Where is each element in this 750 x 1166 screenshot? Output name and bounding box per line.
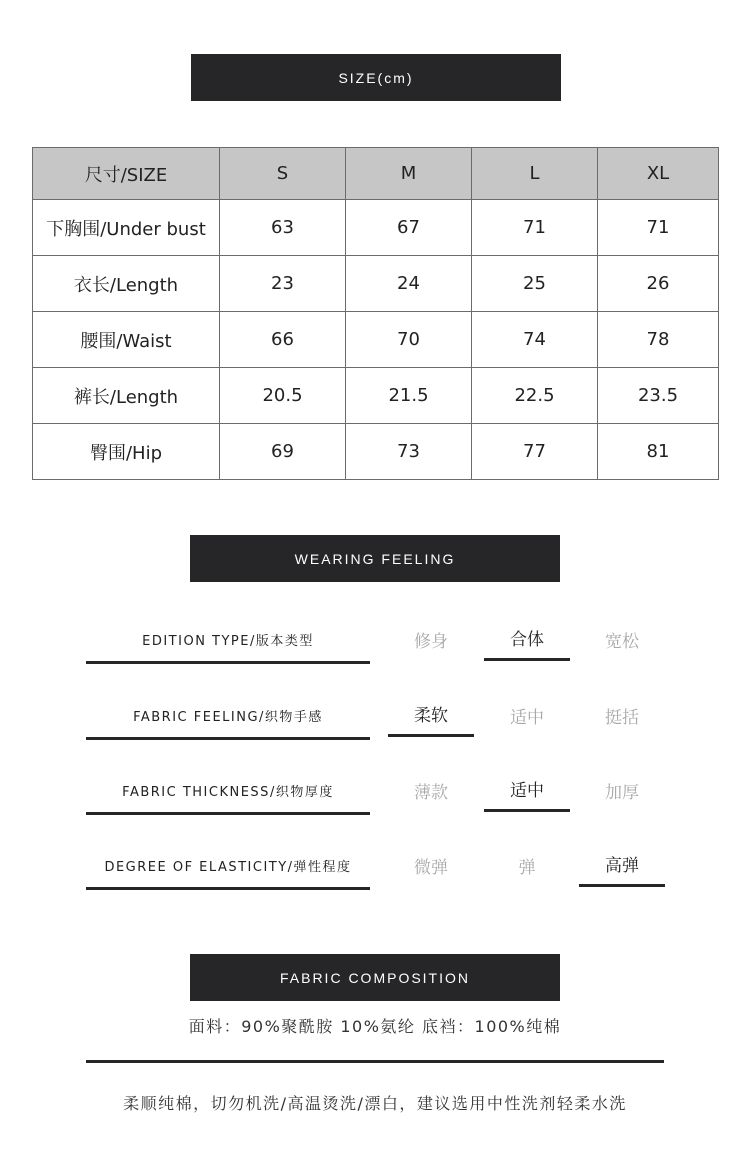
feeling-option-selected: 柔软 <box>388 693 474 737</box>
feeling-row-elasticity <box>0 843 750 903</box>
header-size-m: M <box>346 148 472 200</box>
feeling-option: 适中 <box>510 707 544 728</box>
table-cell: 23.5 <box>598 368 719 424</box>
table-cell: 81 <box>598 424 719 480</box>
table-cell: 23 <box>220 256 346 312</box>
table-row <box>33 200 719 256</box>
table-cell: 70 <box>346 312 472 368</box>
size-table-header-row <box>33 148 719 200</box>
feeling-row-fabric-feeling <box>0 693 750 753</box>
size-banner-title: SIZE(cm) <box>338 69 414 86</box>
table-cell: 71 <box>598 200 719 256</box>
feeling-label: DEGREE OF ELASTICITY/弹性程度 <box>86 843 370 890</box>
table-cell: 74 <box>472 312 598 368</box>
table-cell: 71 <box>472 200 598 256</box>
table-row <box>33 424 719 480</box>
table-cell: 22.5 <box>472 368 598 424</box>
table-row <box>33 312 719 368</box>
size-banner <box>191 54 561 101</box>
table-cell: 21.5 <box>346 368 472 424</box>
feeling-option: 弹 <box>518 857 536 878</box>
feeling-option: 微弹 <box>414 857 448 878</box>
feeling-row-edition-type <box>0 617 750 677</box>
table-cell: 66 <box>220 312 346 368</box>
feeling-option-selected: 合体 <box>484 617 570 661</box>
feeling-label: EDITION TYPE/版本类型 <box>86 617 370 664</box>
table-cell: 78 <box>598 312 719 368</box>
size-table <box>32 147 719 480</box>
header-size-l: L <box>472 148 598 200</box>
row-label: 臀围/Hip <box>33 424 220 480</box>
header-size-s: S <box>220 148 346 200</box>
fabric-composition-banner <box>190 954 560 1001</box>
feeling-label: FABRIC FEELING/织物手感 <box>86 693 370 740</box>
wearing-feeling-title: WEARING FEELING <box>294 550 456 567</box>
row-label: 裤长/Length <box>33 368 220 424</box>
row-label: 衣长/Length <box>33 256 220 312</box>
wearing-feeling-banner <box>190 535 560 582</box>
row-label: 腰围/Waist <box>33 312 220 368</box>
feeling-option: 修身 <box>414 631 448 652</box>
table-row <box>33 256 719 312</box>
table-cell: 20.5 <box>220 368 346 424</box>
table-cell: 25 <box>472 256 598 312</box>
table-cell: 24 <box>346 256 472 312</box>
table-cell: 73 <box>346 424 472 480</box>
composition-text: 面料：90%聚酰胺 10%氨纶 底裆：100%纯棉 <box>188 1017 562 1036</box>
table-cell: 63 <box>220 200 346 256</box>
table-cell: 77 <box>472 424 598 480</box>
row-label: 下胸围/Under bust <box>33 200 220 256</box>
care-instructions: 柔顺纯棉，切勿机洗/高温烫洗/漂白，建议选用中性洗剂轻柔水洗 <box>123 1094 627 1113</box>
fabric-composition-title: FABRIC COMPOSITION <box>279 969 470 986</box>
feeling-option-selected: 适中 <box>484 768 570 812</box>
feeling-option: 宽松 <box>605 631 639 652</box>
header-size-label: 尺寸/SIZE <box>33 148 220 200</box>
feeling-option: 加厚 <box>605 782 639 803</box>
table-cell: 26 <box>598 256 719 312</box>
table-row <box>33 368 719 424</box>
feeling-row-fabric-thickness <box>0 768 750 828</box>
table-cell: 67 <box>346 200 472 256</box>
feeling-option: 挺括 <box>605 707 639 728</box>
table-cell: 69 <box>220 424 346 480</box>
divider <box>86 1060 664 1063</box>
feeling-label: FABRIC THICKNESS/织物厚度 <box>86 768 370 815</box>
header-size-xl: XL <box>598 148 719 200</box>
feeling-option-selected: 高弹 <box>579 843 665 887</box>
feeling-option: 薄款 <box>414 782 448 803</box>
